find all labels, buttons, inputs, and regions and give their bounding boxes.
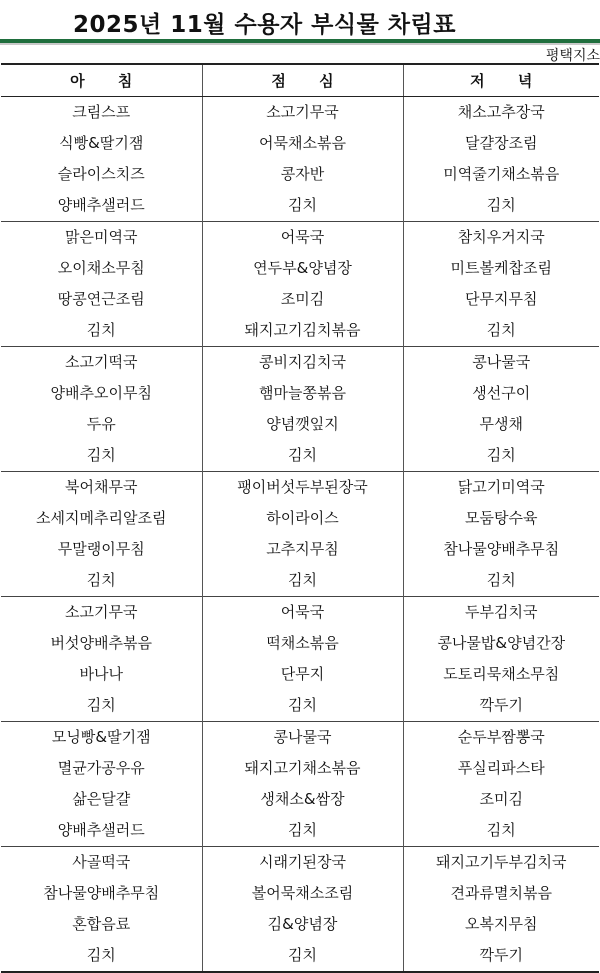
lunch-item: 김치	[288, 446, 317, 464]
day-row	[1, 347, 599, 472]
dinner-item: 무생채	[479, 415, 523, 433]
lunch-cell	[202, 472, 403, 597]
dinner-item: 단무지무침	[465, 290, 538, 308]
dinner-item: 견과류멸치볶음	[450, 884, 552, 902]
breakfast-item: 크림스프	[72, 103, 131, 121]
breakfast-cell	[1, 472, 202, 597]
lunch-item: 어묵채소볶음	[259, 134, 346, 152]
header-row	[1, 65, 599, 97]
dinner-cell	[403, 847, 599, 972]
dinner-item: 순두부짬뽕국	[457, 728, 545, 746]
lunch-item: 소고기무국	[266, 103, 339, 121]
lunch-item: 돼지고기채소볶음	[244, 759, 361, 777]
menu-table-wrapper	[1, 63, 599, 973]
lunch-item: 생채소&쌈장	[260, 790, 345, 808]
lunch-cell	[202, 222, 403, 347]
breakfast-cell	[1, 597, 202, 722]
lunch-item: 햄마늘쫑볶음	[259, 384, 346, 402]
breakfast-item: 두유	[86, 415, 116, 433]
lunch-item: 어묵국	[280, 603, 325, 621]
dinner-item: 김치	[486, 571, 516, 589]
breakfast-item: 땅콩연근조림	[57, 290, 145, 308]
breakfast-item: 김치	[86, 321, 116, 339]
lunch-item: 떡채소볶음	[266, 634, 339, 652]
lunch-item: 김치	[288, 946, 317, 964]
dinner-item: 푸실리파스타	[457, 759, 545, 777]
dinner-item: 두부김치국	[465, 603, 538, 621]
breakfast-item: 소세지메추리알조림	[36, 509, 167, 527]
lunch-item: 콩비지김치국	[259, 353, 346, 371]
page-header	[0, 0, 600, 64]
breakfast-item: 모닝빵&딸기잼	[51, 728, 151, 746]
breakfast-item: 소고기떡국	[65, 353, 138, 371]
lunch-item: 돼지고기김치볶음	[244, 321, 361, 339]
breakfast-item: 소고기무국	[65, 603, 138, 621]
lunch-cell	[202, 847, 403, 972]
lunch-item: 김치	[288, 571, 317, 589]
breakfast-item: 양배추오이무침	[50, 384, 152, 402]
breakfast-item: 오이채소무침	[57, 259, 145, 277]
day-row	[1, 847, 599, 972]
lunch-item: 하이라이스	[266, 509, 339, 527]
lunch-item: 단무지	[280, 665, 325, 683]
dinner-cell	[403, 222, 599, 347]
dinner-cell	[403, 347, 599, 472]
lunch-item: 김치	[288, 821, 317, 839]
column-header-breakfast: 아 침	[1, 65, 202, 97]
dinner-item: 돼지고기두부김치국	[436, 853, 567, 871]
lunch-item: 김&양념장	[267, 915, 338, 933]
dinner-item: 생선구이	[472, 384, 531, 402]
dinner-item: 오복지무침	[465, 915, 538, 933]
breakfast-item: 김치	[86, 946, 116, 964]
lunch-cell	[202, 597, 403, 722]
breakfast-item: 사골떡국	[72, 853, 131, 871]
dinner-item: 도토리묵채소무침	[443, 665, 560, 683]
breakfast-item: 무말랭이무침	[57, 540, 145, 558]
lunch-item: 김치	[288, 196, 317, 214]
dinner-item: 미트볼케찹조림	[450, 259, 552, 277]
column-header-dinner: 저 녁	[403, 65, 599, 97]
column-header-lunch: 점 심	[202, 65, 403, 97]
dinner-item: 조미김	[479, 790, 523, 808]
dinner-item: 깍두기	[479, 946, 523, 964]
dinner-cell	[403, 597, 599, 722]
lunch-cell	[202, 347, 403, 472]
dinner-item: 김치	[486, 821, 516, 839]
dinner-item: 달걀장조림	[465, 134, 538, 152]
breakfast-item: 김치	[86, 446, 116, 464]
dinner-item: 김치	[486, 321, 516, 339]
menu-table	[1, 65, 599, 971]
lunch-item: 시래기된장국	[259, 853, 346, 871]
page-title: 2025년 11월 수용자 부식물 차림표	[73, 12, 456, 38]
lunch-item: 콩나물국	[273, 728, 332, 746]
breakfast-item: 북어채무국	[65, 478, 138, 496]
lunch-item: 팽이버섯두부된장국	[237, 478, 368, 496]
dinner-item: 모둠탕수육	[465, 509, 538, 527]
breakfast-item: 슬라이스치즈	[57, 165, 145, 183]
breakfast-item: 삶은달걀	[72, 790, 131, 808]
breakfast-cell	[1, 347, 202, 472]
day-row	[1, 472, 599, 597]
breakfast-item: 혼합음료	[72, 915, 131, 933]
dinner-cell	[403, 97, 599, 222]
breakfast-item: 버섯양배추볶음	[50, 634, 152, 652]
breakfast-cell	[1, 97, 202, 222]
dinner-cell	[403, 722, 599, 847]
day-row	[1, 722, 599, 847]
lunch-item: 연두부&양념장	[253, 259, 352, 277]
lunch-item: 양념깻잎지	[266, 415, 339, 433]
lunch-item: 김치	[288, 696, 317, 714]
lunch-item: 조미김	[280, 290, 325, 308]
breakfast-cell	[1, 847, 202, 972]
breakfast-cell	[1, 722, 202, 847]
lunch-item: 어묵국	[280, 228, 325, 246]
dinner-item: 김치	[486, 196, 516, 214]
menu-body	[1, 97, 599, 972]
dinner-item: 미역줄기채소볶음	[443, 165, 560, 183]
breakfast-item: 바나나	[79, 665, 123, 683]
breakfast-item: 참나물양배추무침	[43, 884, 160, 902]
dinner-item: 콩나물밥&양념간장	[437, 634, 566, 652]
title-underline-gray	[0, 43, 600, 45]
dinner-item: 깍두기	[479, 696, 523, 714]
lunch-item: 볼어묵채소조림	[251, 884, 354, 902]
breakfast-item: 김치	[86, 696, 116, 714]
day-row	[1, 222, 599, 347]
lunch-item: 고추지무침	[266, 540, 339, 558]
dinner-item: 채소고추장국	[457, 103, 545, 121]
breakfast-item: 양배추샐러드	[57, 196, 145, 214]
dinner-item: 콩나물국	[472, 353, 531, 371]
lunch-item: 콩자반	[280, 165, 325, 183]
breakfast-cell	[1, 222, 202, 347]
dinner-cell	[403, 472, 599, 597]
day-row	[1, 597, 599, 722]
dinner-item: 참나물양배추무침	[443, 540, 560, 558]
breakfast-item: 맑은미역국	[65, 228, 138, 246]
branch-label: 평택지소	[545, 48, 600, 64]
day-row	[1, 97, 599, 222]
breakfast-item: 양배추샐러드	[57, 821, 145, 839]
breakfast-item: 김치	[86, 571, 116, 589]
breakfast-item: 멸균가공우유	[57, 759, 145, 777]
dinner-item: 김치	[486, 446, 516, 464]
lunch-cell	[202, 97, 403, 222]
dinner-item: 참치우거지국	[457, 228, 545, 246]
breakfast-item: 식빵&딸기잼	[59, 134, 144, 152]
lunch-cell	[202, 722, 403, 847]
dinner-item: 닭고기미역국	[457, 478, 545, 496]
